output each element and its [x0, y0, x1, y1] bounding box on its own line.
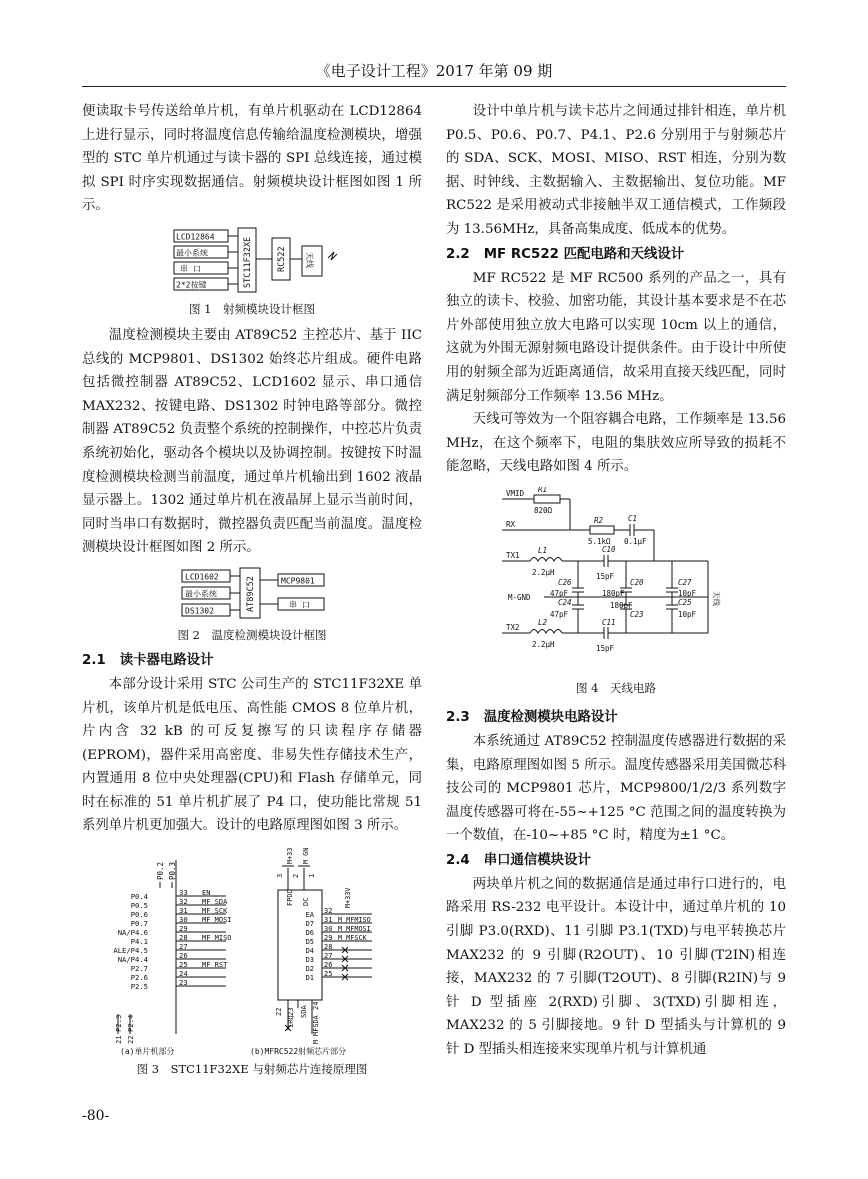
rf-pin-name: EA: [305, 911, 314, 920]
mcu-pin-name: P0.5: [130, 901, 148, 911]
figure-2: [82, 566, 422, 622]
pin-label: P0.2: [156, 862, 165, 881]
mcu-pin-name: P0.6: [130, 910, 148, 920]
svg-text:C10: C10: [602, 544, 616, 554]
rf-bottom-pin: IRQ: [287, 1015, 295, 1029]
figure-4: [446, 487, 786, 675]
svg-text:TX2: TX2: [506, 622, 520, 632]
svg-text:天线: 天线: [712, 590, 721, 606]
rf-bottom-pin: 22: [275, 1007, 283, 1017]
paragraph: 天线可等效为一个阻容耦合电路，工作频率是 13.56 MHz，在这个频率下，电阻的集肤效应所导致的损耗不能忽略，天线电路如图 4 所示。: [446, 412, 786, 475]
paragraph: 本部分设计采用 STC 公司生产的 STC11F32XE 单片机，该单片机是低电压、高性能 CMOS 8 位单片机，片内含 32 kB 的可反复擦写的只读程序存储器(EPROM)，器件采用高密度、非易失性存储技术生产，内置通用 8 位中央处理器(CPU)和 Flash 存储单元，同时在标准的 51 单片机扩展了 P4 口，使功能比常规 51 系列单片机更加强大。设计的电路原理图如图 3 所示。: [82, 676, 422, 834]
mcu-net-label: EN: [202, 889, 211, 898]
svg-text:C1: C1: [628, 513, 638, 523]
running-head: 《电子设计工程》2017 年第 09 期: [315, 62, 553, 80]
mcu-pin-name: NA/P4.6: [117, 928, 148, 938]
svg-text:R2: R2: [594, 515, 604, 525]
rf-pin-name: D5: [305, 938, 314, 947]
figure-4-caption: 图 4 天线电路: [576, 680, 656, 695]
block-ds1302: DS1302: [185, 606, 214, 616]
mcu-pin-name: NA/P4.4: [117, 955, 148, 965]
rf-bottom-pin: 24: [312, 1001, 320, 1011]
rf-net: M GND: [302, 848, 310, 865]
block-lcd1602: LCD1602: [185, 572, 219, 582]
svg-text:R1: R1: [538, 486, 548, 494]
block-min-system: 最小系统: [176, 248, 208, 258]
paragraph: MF RC522 是 MF RC500 系列的产品之一，具有独立的读卡、校验、加密功能，其设计基本要求是不在芯片外部使用独立放大电路可以实现 10cm 以上的通信，这就为外围无源射频电路设计提供条件。由于设计中所使用的射频全部为近距离通信，故采用直接天线匹配，同时满足射频部分工作频率 13.56 MHz。: [446, 270, 786, 404]
header-rule: [82, 86, 786, 87]
mcu-pin-name: P0.7: [130, 919, 148, 929]
svg-text:RX: RX: [506, 519, 516, 529]
mcu-pin-number: 32: [179, 897, 188, 907]
right-column: [446, 100, 786, 1062]
left-column: [82, 100, 422, 1084]
svg-text:C26: C26: [558, 577, 572, 587]
mcu-pin-name: ALE/P4.5: [113, 946, 148, 956]
rf-bottom-pin: SDA: [300, 1005, 308, 1019]
svg-text:C27: C27: [678, 577, 692, 587]
rf-top-pin: FPDD: [286, 889, 294, 907]
page-number: -80-: [82, 1108, 110, 1124]
svg-text:15pF: 15pF: [596, 643, 615, 653]
block-mcp9801: MCP9801: [281, 576, 315, 586]
rf-net-label: M MFSCK: [338, 934, 367, 943]
figure-3-caption: 图 3 STC11F32XE 与射频芯片连接原理图: [136, 1062, 368, 1077]
svg-text:10pF: 10pF: [678, 609, 697, 619]
rf-top-pin: 3: [276, 873, 284, 879]
svg-text:15pF: 15pF: [596, 571, 615, 581]
mcu-pin-number: 26: [179, 951, 188, 961]
rf-block-diagram: [82, 224, 422, 296]
mcu-pin-name: P2.5: [130, 982, 148, 992]
mcu-pin-number: 28: [179, 933, 188, 943]
rf-pin-name: D3: [305, 956, 314, 965]
pin-number: 22: [127, 1035, 135, 1045]
pin-number: 21: [115, 1035, 123, 1045]
rf-bottom-pin: 23: [287, 1007, 295, 1017]
mcu-net-label: MF SDA: [202, 898, 228, 907]
rf-net-label: M MFMOSI: [338, 925, 371, 934]
svg-text:47pF: 47pF: [550, 609, 569, 619]
rf-net: M+33V: [286, 848, 294, 865]
rf-pin-name: D2: [305, 965, 314, 974]
svg-text:C23: C23: [630, 609, 644, 619]
pin-label: P2.3: [114, 1014, 123, 1033]
block-rc522: RC522: [277, 246, 287, 272]
mcu-pin-number: 27: [179, 942, 188, 952]
block-antenna: 天线: [305, 251, 314, 268]
block-lcd12864: LCD12864: [176, 232, 215, 242]
section-heading: 2.2 MF RC522 匹配电路和天线设计: [446, 246, 685, 262]
paragraph: 本系统通过 AT89C52 控制温度传感器进行数据的采集，电路原理图如图 5 所示。温度传感器采用美国微芯科技公司的 MCP9801 芯片，MCP9800/1/2/3 系列数字温度传感器可将在-55~+125 °C 范围之间的温度转换为一个数值，在-10~+85 °C 时，精度为±1 °C。: [446, 733, 786, 844]
svg-text:47pF: 47pF: [550, 588, 569, 598]
rf-pin-name: D7: [305, 920, 314, 929]
rf-top-pin: 2: [292, 873, 300, 879]
subcaption-b: (b)MFRC522射频芯片部分: [250, 1047, 347, 1057]
figure-2-caption: 图 2 温度检测模块设计框图: [177, 627, 327, 642]
subcaption-a: (a)单片机部分: [120, 1047, 175, 1057]
mcu-pin-name: P2.7: [130, 964, 148, 974]
rf-pin-number: 31: [324, 916, 333, 925]
rf-pin-name: D4: [305, 947, 314, 956]
mcu-pin-name: P2.6: [130, 973, 148, 983]
rf-top-pin: 1: [308, 873, 316, 879]
rf-pin-number: 29: [324, 934, 333, 943]
paragraph: 设计中单片机与读卡芯片之间通过排针相连，单片机 P0.5、P0.6、P0.7、P4.1、P2.6 分别用于与射频芯片的 SDA、SCK、MOSI、MISO、RST 相连，分别为数据、时钟线、主数据输入、主数据输出、复位功能。MF RC522 是采用被动式非接触半双工通信模式，工作频段为 13.56MHz，具备高集成度、低成本的优势。: [446, 104, 786, 237]
figure-1: [82, 224, 422, 296]
schematic-stc-rc522: [82, 848, 422, 1060]
section-heading: 2.4 串口通信模块设计: [446, 852, 591, 868]
rf-pin-number: 26: [324, 961, 333, 970]
svg-text:L1: L1: [538, 545, 548, 555]
rf-pin-name: D6: [305, 929, 314, 938]
mcu-pin-number: 33: [179, 888, 188, 898]
svg-text:L2: L2: [538, 617, 548, 627]
mcu-pin-name: P4.1: [130, 937, 148, 947]
mcu-pin-number: 30: [179, 915, 188, 925]
svg-text:180pF: 180pF: [610, 600, 633, 610]
block-min-system: 最小系统: [185, 589, 217, 599]
antenna-circuit: [446, 487, 786, 675]
section-heading: 2.3 温度检测模块电路设计: [446, 709, 618, 725]
svg-text:TX1: TX1: [506, 550, 520, 560]
pin-label: P2.4: [126, 1014, 135, 1033]
rf-pin-number: 27: [324, 952, 333, 961]
mcu-pin-number: 25: [179, 960, 188, 970]
mcu-pin-number: 24: [179, 969, 188, 979]
block-at89c52: AT89C52: [246, 576, 256, 612]
rf-pin-number: 30: [324, 925, 333, 934]
svg-text:0.1μF: 0.1μF: [624, 536, 647, 546]
svg-text:10pF: 10pF: [678, 588, 697, 598]
paragraph: 温度检测模块主要由 AT89C52 主控芯片、基于 IIC 总线的 MCP9801、DS1302 始终芯片组成。硬件电路包括微控制器 AT89C52、LCD1602 显示、串口通信 MAX232、按键电路、DS1302 时钟电路等部分。微控制器 AT89C52 负责整个系统的控制操作，中控芯片负责系统初始化，驱动各个模块以及协调控制。按键按下时温度检测模块检测当前温度，通过单片机输出到 1602 液晶显示器上。1302 通过单片机在液晶屏上显示当前时间，同时当串口有数据时，微控器负责匹配当前温度。温度检测模块设计框图如图 2 所示。: [82, 327, 422, 556]
mcu-net-label: MF MISO: [202, 934, 232, 943]
block-keys: 2*2按键: [176, 280, 207, 290]
mcu-pin-name: P0.4: [130, 892, 148, 902]
mcu-net-label: MF RST: [202, 961, 228, 970]
mcu-pin-number: 23: [179, 978, 188, 988]
rf-pin-number: 28: [324, 943, 333, 952]
figure-1-caption: 图 1 射频模块设计框图: [189, 301, 315, 316]
svg-text:C24: C24: [558, 597, 572, 607]
rf-net-label: M MFMISO: [338, 916, 371, 925]
rf-pin-number: 32: [324, 907, 333, 916]
section-heading: 2.1 读卡器电路设计: [82, 652, 214, 668]
svg-text:C25: C25: [678, 597, 692, 607]
paragraph: 两块单片机之间的数据通信是通过串行口进行的，电路采用 RS-232 电平设计。本设计中，通过单片机的 10 引脚 P3.0(RXD)、11 引脚 P3.1(TXD)与电平转换芯片 MAX232 的 9 引脚(R2OUT)、10 引脚(T2IN)相连接，MAX232 的 7 引脚(T2OUT)、8 引脚(R2IN)与 9 针 D 型插座 2(RXD)引脚、3(TXD)引脚相连，MAX232 的 5 引脚接地。9 针 D 型插头与计算机的 9 针 D 型插头相连接来实现单片机与计算机通: [446, 876, 786, 1058]
rf-pin-number: 25: [324, 970, 333, 979]
svg-text:820Ω: 820Ω: [534, 505, 553, 515]
svg-text:C11: C11: [602, 617, 616, 627]
svg-text:2.2μH: 2.2μH: [532, 567, 555, 577]
svg-text:2.2μH: 2.2μH: [532, 639, 555, 649]
block-serial: 串 口: [180, 264, 201, 274]
mcu-net-label: MF MOSI: [202, 916, 232, 925]
rf-pin-name: D1: [305, 974, 314, 983]
pin-label: P0.3: [168, 862, 177, 881]
temp-block-diagram: [82, 566, 422, 622]
svg-text:C20: C20: [630, 577, 644, 587]
rf-top-pin: DC: [302, 897, 310, 907]
svg-text:VMID: VMID: [506, 488, 525, 498]
svg-text:5.1kΩ: 5.1kΩ: [588, 536, 611, 546]
mcu-net-label: MF SCK: [202, 907, 228, 916]
svg-text:M-GND: M-GND: [508, 592, 531, 602]
paragraph: 便读取卡号传送给单片机，有单片机驱动在 LCD12864 上进行显示，同时将温度信息传输给温度检测模块，增强型的 STC 单片机通过与读卡器的 SPI 总线连接，通过模拟 SPI 时序实现数据通信。射频模块设计框图如图 1 所示。: [82, 104, 422, 214]
block-serial: 串 口: [289, 600, 310, 610]
block-mcu: STC11F32XE: [243, 236, 253, 288]
svg-text:180pF: 180pF: [602, 588, 625, 598]
rf-vcc: M+33V: [344, 887, 352, 909]
mcu-pin-number: 31: [179, 906, 188, 916]
rf-net: M MFSDA: [312, 1015, 320, 1045]
mcu-pin-number: 29: [179, 924, 188, 934]
figure-3: [82, 848, 422, 1060]
